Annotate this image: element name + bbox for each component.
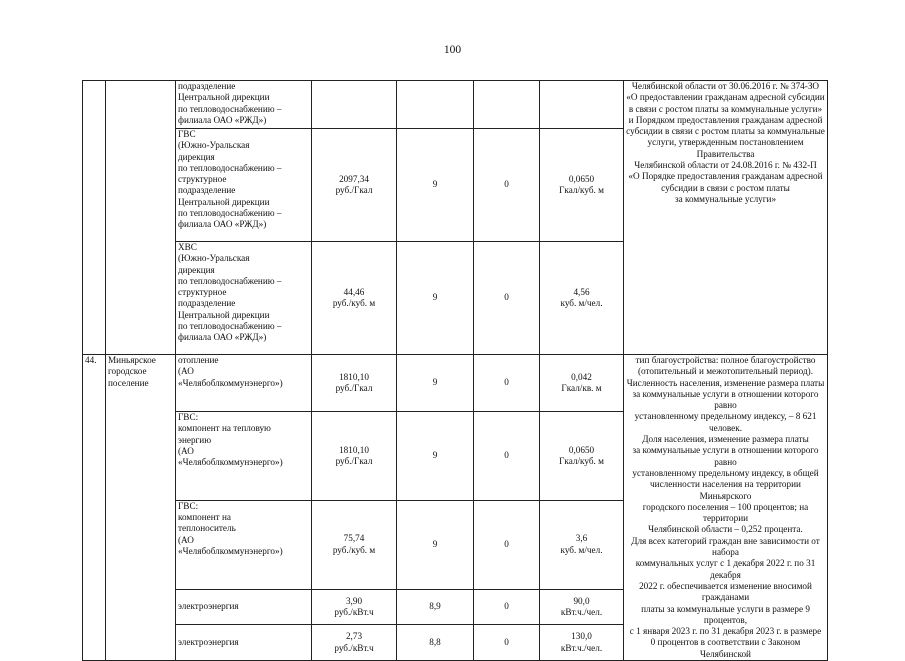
zero-cell: 0	[474, 355, 540, 412]
percent-cell: 9	[397, 355, 474, 412]
percent-cell: 9	[397, 412, 474, 501]
norm-cell: 0,0650 Гкал/куб. м	[540, 412, 624, 501]
zero-cell: 0	[474, 412, 540, 501]
service-cell: ХВС (Южно-Уральская дирекция по тепловодоснабжению – структурное подразделение Центральной дирекции по тепловодоснабжению – филиала ОАО «РЖД»)	[176, 242, 312, 355]
service-cell: ГВС (Южно-Уральская дирекция по тепловодоснабжению – структурное подразделение Центральной дирекции по тепловодоснабжению – филиала ОАО «РЖД»)	[176, 129, 312, 242]
service-cell: электроэнергия	[176, 589, 312, 625]
row-number-cell: 44.	[83, 355, 106, 661]
norm-cell: 90,0 кВт.ч./чел.	[540, 589, 624, 625]
percent-cell: 8,9	[397, 589, 474, 625]
zero-cell: 0	[474, 589, 540, 625]
settlement-cell: Миньярское городское поселение	[106, 355, 176, 661]
note-cell: Челябинской области от 30.06.2016 г. № 374-ЗО «О предоставлении гражданам адресной субсидии в связи с ростом платы за коммунальные услуги» и Порядком предоставления гражданам адресной субсидии в связи с ростом платы за коммунальные услуги, утвержденным постановлением Правительства Челябинской области от 24.08.2016 г. № 432-П «О Порядке предоставления гражданам адресной субсидии в связи с ростом платы за коммунальные услуги»	[624, 81, 828, 355]
note-cell: тип благоустройства: полное благоустройство (отопительный и межотопительный период). Численность населения, изменение размера платы за коммунальные услуги в отношении которого равно установленному предельному индексу, – 8 621 человек. Доля населения, изменение размера платы за коммунальные услуги в отношении которого равно установленному предельному индексу, в общей численности населения на территории Миньярского городского поселения – 100 процентов; на территории Челябинской области – 0,252 процента. Для всех категорий граждан вне зависимости от набора коммунальных услуг с 1 декабря 2022 г. по 31 декабря 2022 г. обеспечивается изменение вносимой гражданами платы за коммунальные услуги в размере 9 процентов, с 1 января 2023 г. по 31 декабря 2023 г. в размере 0 процентов в соответствии с Законом Челябинской	[624, 355, 828, 661]
norm-cell: 0,042 Гкал/кв. м	[540, 355, 624, 412]
norm-cell: 0,0650 Гкал/куб. м	[540, 129, 624, 242]
norm-cell: 4,56 куб. м/чел.	[540, 242, 624, 355]
zero-cell: 0	[474, 625, 540, 661]
tariff-cell: 2,73 руб./кВт.ч	[312, 625, 397, 661]
page-number: 100	[443, 44, 462, 56]
tariff-cell: 1810,10 руб./Гкал	[312, 412, 397, 501]
service-cell: ГВС: компонент на тепловую энергию (АО «Челябоблкоммунэнерго»)	[176, 412, 312, 501]
percent-cell: 9	[397, 242, 474, 355]
table-row	[83, 81, 828, 129]
percent-cell	[397, 81, 474, 129]
percent-cell: 8,8	[397, 625, 474, 661]
percent-cell: 9	[397, 129, 474, 242]
row-number-cell	[83, 81, 106, 355]
norm-cell: 3,6 куб. м/чел.	[540, 500, 624, 589]
zero-cell: 0	[474, 129, 540, 242]
tariff-cell: 2097,34 руб./Гкал	[312, 129, 397, 242]
service-cell: отопление (АО «Челябоблкоммунэнерго»)	[176, 355, 312, 412]
percent-cell: 9	[397, 500, 474, 589]
tariff-cell: 3,90 руб./кВт.ч	[312, 589, 397, 625]
zero-cell: 0	[474, 500, 540, 589]
service-cell: электроэнергия	[176, 625, 312, 661]
table-row	[83, 355, 828, 412]
tariff-cell: 1810,10 руб./Гкал	[312, 355, 397, 412]
norm-cell: 130,0 кВт.ч./чел.	[540, 625, 624, 661]
zero-cell	[474, 81, 540, 129]
settlement-cell	[106, 81, 176, 355]
service-cell: подразделение Центральной дирекции по тепловодоснабжению – филиала ОАО «РЖД»)	[176, 81, 312, 129]
tariff-cell: 44,46 руб./куб. м	[312, 242, 397, 355]
tariff-cell: 75,74 руб./куб. м	[312, 500, 397, 589]
tariff-table	[82, 80, 828, 661]
zero-cell: 0	[474, 242, 540, 355]
norm-cell	[540, 81, 624, 129]
service-cell: ГВС: компонент на теплоноситель (АО «Челябоблкоммунэнерго»)	[176, 500, 312, 589]
tariff-cell	[312, 81, 397, 129]
